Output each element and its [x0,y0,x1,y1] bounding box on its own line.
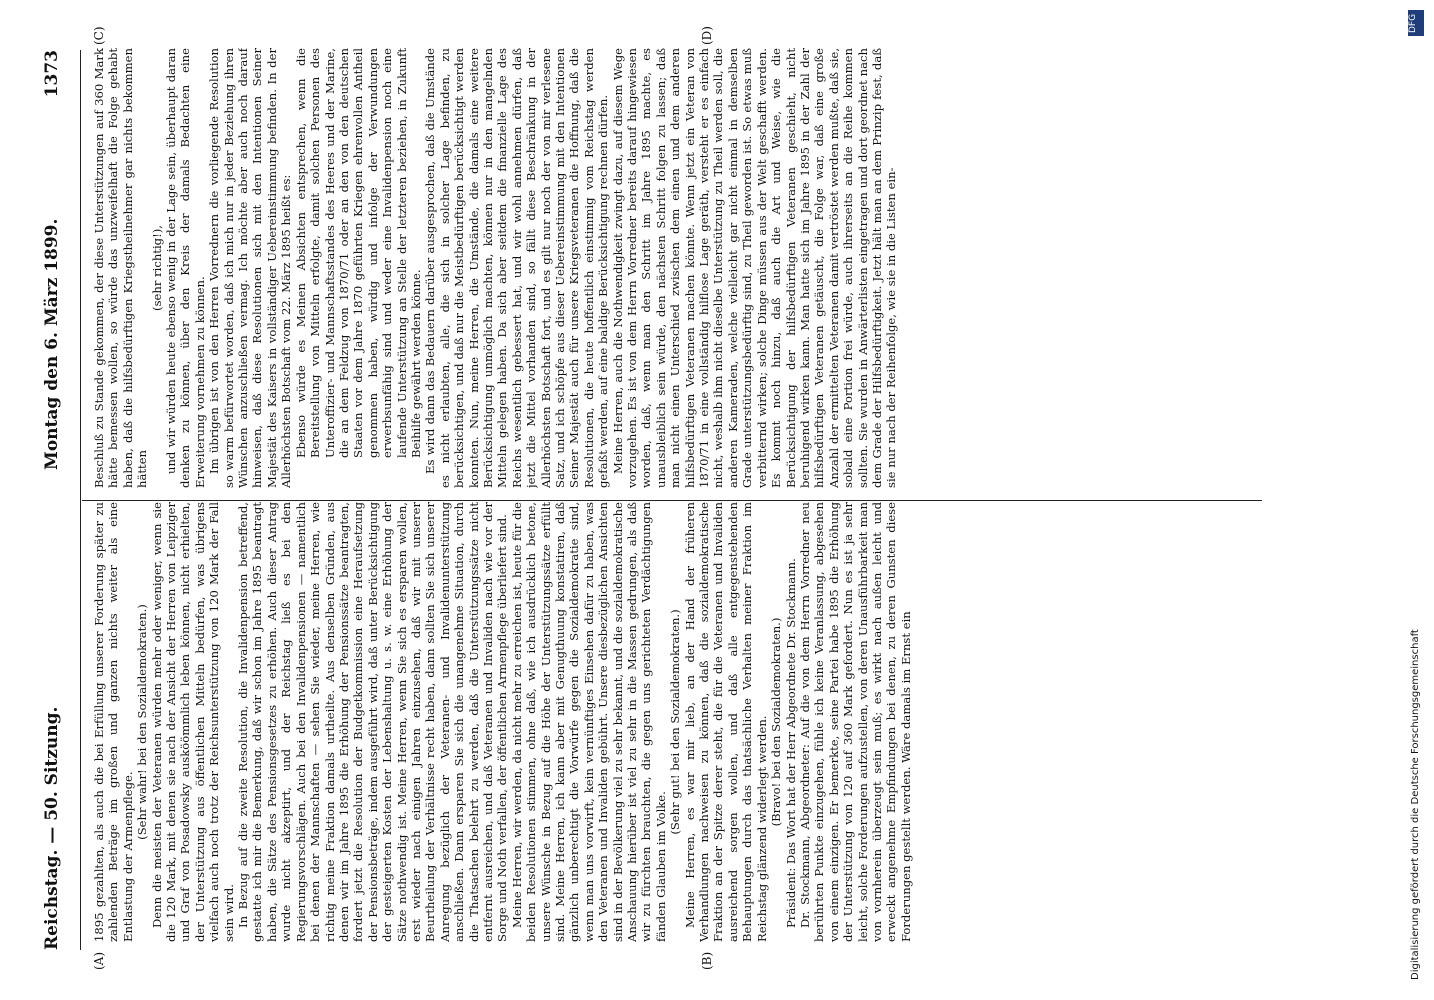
header-rule [80,50,81,950]
paragraph: Meine Herren, wir werden, da nicht mehr zu erreichen ist, heute für die beiden Resolutionen stimmen, ohne daß, wie ich ausdrücklich betone, unsere Wünsche in Bezug auf die Höhe der Unterstützungssätze erfüllt sind. Meine Herren, ich kann aber mit Genugthuung konstatiren, daß gänzlich unberechtigt die Vorwürfe gegen die Sozialdemokratie sind, wenn man uns vorwirft, kein vernünftiges Einsehen dafür zu haben, was den Veteranen und Invaliden gebührt. Unsere diesbezüglichen Ansichten sind in der Bevölkerung viel zu sehr bekannt, und die sozialdemokratische Anschauung hierüber ist viel zu sehr in die Massen gedrungen, als daß wir zu fürchten brauchten, die gegen uns gerichteten Verdächtigungen fänden Glauben im Volke. [509,502,668,942]
dfg-logo: DFG [1408,10,1424,36]
paragraph: Meine Herren, es war mir lieb, an der Hand der früheren Verhandlungen nachweisen zu können, daß die sozialdemokratische Fraktion an der Spitze derer steht, die für die Veteranen und Invaliden ausreichend sorgen wollen, und daß alle entgegenstehenden Behauptungen durch das thatsächliche Verhalten meiner Fraktion im Reichstag glänzend widerlegt werden. [682,502,769,942]
right-column [92,48,1252,488]
paragraph: Beschluß zu Stande gekommen, der diese Unterstützungen auf 360 Mark hätte bemessen wollen, so würde das unzweifelhaft die Folge gehabt haben, daß die hilfsbedürftigen Kriegstheilnehmer gar nichts bekommen hätten [92,48,150,488]
margin-marker-a: (A) [92,951,106,970]
header-date: Montag den 6. März 1899. [42,218,62,470]
paragraph: Meine Herren, auch die Nothwendigkeit zwingt dazu, auf diesem Wege vorzugehen. Es ist von dem Herrn Vorredner bereits darauf hingewiesen worden, daß, wenn man den Schritt im Jahre 1895 machte, es unausbleiblich sein würde, den nächsten Schritt folgen zu lassen; daß man nicht einen Unterschied zwischen dem einen und dem anderen hilfsbedürftigen Veteranen machen könnte. Wenn jetzt ein Veteran von 1870/71 in eine vollständig hilflose Lage geräth, versteht er es einfach nicht, weshalb ihm nicht dieselbe Unterstützung zu Theil werden soll, die anderen Kameraden, welche vielleicht gar nicht einmal in demselben Grade unterstützungsbedürftig sind, zu Theil geworden ist. So etwas muß verbitternd wirken; solche Dinge müssen aus der Welt geschafft werden. Es kommt noch hinzu, daß auch die Art und Weise, wie die Berücksichtigung der hilfsbedürftigen Veteranen geschieht, nicht beruhigend wirken kann. Man hatte sich im Jahre 1895 in der Zahl der hilfsbedürftigen Veteranen getäuscht, die Folge war, daß eine große Anzahl der ermittelten Veteranen damit vertröstet werden mußte, daß sie, sobald eine Portion frei würde, auch ihrerseits an die Reihe kommen sollten. Sie wurden in Anwärterlisten eingetragen und dort geordnet nach dem Grade der Hilfsbedürftigkeit. Jetzt hält man an dem Prinzip fest, daß sie nur nach der Reihenfolge, wie sie in die Listen ein- [610,48,899,488]
digitization-credit [1410,20,1428,980]
paragraph: Im übrigen ist von den Herren Vorrednern die vorliegende Resolution so warm befürwortet worden, daß ich mich nur in jeder Beziehung ihren Wünschen anzuschließen vermag. Ich möchte aber auch noch darauf hinweisen, daß diese Resolutionen sich mit den Intentionen Seiner Majestät des Kaisers in vollständiger Uebereinstimmung befinden. In der Allerhöchsten Botschaft vom 22. März 1895 heißt es: [207,48,294,488]
credit-text: Digitalisierung gefördert durch die Deutsche Forschungsgemeinschaft [1410,629,1421,980]
quotation: Ebenso würde es Meinen Absichten entsprechen, wenn die Bereitstellung von Mitteln erfolgte, damit solchen Personen des Unteroffizier- und Mannschaftsstandes des Heeres und der Marine, die an dem Feldzug von 1870/71 oder an den von den deutschen Staaten vor dem Jahre 1870 geführten Kriegen ehrenvollen Antheil genommen haben, würdig und infolge der Verwundungen erwerbsunfähig sind und weder eine Invalidenpension noch eine laufende Unterstützung an Stelle der letzteren beziehen, in Zukunft Beihilfe gewährt werden könne. [293,48,423,458]
paragraph: Dr. Stockmann, Abgeordneter: Auf die von dem Herrn Vorredner neu berührten Punkte einzugehen, fühle ich keine Veranlassung, abgesehen von einem einzigen. Er bemerkte, seine Partei habe 1895 die Erhöhung der Unterstützung von 120 auf 360 Mark gefordert. Nun es ist ja sehr leicht, solche Forderungen aufzustellen, von deren Unausführbarkeit man von vornherein überzeugt sein muß; es wirkt nach außen leicht und erweckt angenehme Empfindungen bei denen, zu deren Gunsten diese Forderungen gestellt werden. Wäre damals im Ernst ein [797,502,913,942]
interjection: (Sehr gut! bei den Sozialdemokraten.) [668,609,683,835]
interjection: (Sehr wahr! bei den Sozialdemokraten.) [135,604,150,840]
paragraph: und wir würden heute ebenso wenig in der Lage sein, überhaupt daran denken zu können, über den Kreis der damals Bedachten eine Erweiterung vornehmen zu können. [164,48,207,488]
margin-marker-d: (D) [700,26,714,45]
header-session: Reichstag. — 50. Sitzung. [42,706,62,950]
interjection: (Bravo! bei den Sozialdemokraten.) [769,617,784,827]
paragraph: In Bezug auf die zweite Resolution, die Invalidenpension betreffend, gestatte ich mir die Bemerkung, daß wir schon im Jahre 1895 beantragt haben, die Sätze des Pensionsgesetzes zu erhöhen. Auch dieser Antrag wurde nicht akzeptirt, und der Reichstag ließ es bei den Regierungsvorschlägen. Auch bei den Invalidenpensionen — namentlich bei denen der Mannschaften — sehen Sie wieder, meine Herren, wie richtig meine Fraktion damals urtheilte. Aus denselben Gründen, aus denen wir im Jahre 1895 die Erhöhung der Pensionssätze beantragten, fordert jetzt die Resolution der Budgetkommission eine Heraufsetzung der Pensionsbeträge, indem ausgeführt wird, daß unter Berücksichtigung der gesteigerten Kosten der Lebenshaltung u. s. w. eine Erhöhung der Sätze nothwendig ist. Meine Herren, wenn Sie sich es ersparen wollen, erst wieder nach einigen Jahren einzusehen, daß wir mit unserer Beurtheilung der Verhältnisse recht haben, dann sollten Sie sich unserer Anregung bezüglich der Veteranen- und Invalidenunterstützung anschließen. Dann ersparen Sie sich die unangenehme Situation, durch die Thatsachen belehrt zu werden, daß die Unterstützungssätze nicht entfernt ausreichen, und daß Veteranen und Invaliden nach wie vor der Sorge und Noth verfallen, der öffentlichen Armenpflege überliefert sind. [236,502,510,942]
page-header [42,50,72,950]
margin-marker-b: (B) [700,951,714,970]
paragraph: Es wird dann das Bedauern darüber ausgesprochen, daß die Umstände es nicht erlaubten, alle, die sich in solcher Lage befinden, zu berücksichtigen, und daß nur die Meistbedürftigen berücksichtigt werden konnten. Nun, meine Herren, die Umstände, die damals eine weitere Berücksichtigung unmöglich machten, können nur in den mangelnden Mitteln gelegen haben. Da sich aber seitdem die finanzielle Lage des Reichs wesentlich gebessert hat, und wir wohl annehmen dürfen, daß jetzt die Mittel vorhanden sind, so fällt diese Beschränkung in der Allerhöchsten Botschaft fort, und es gilt nur noch der von mir verlesene Satz, und ich schöpfe aus dieser Uebereinstimmung mit den Intentionen Seiner Majestät auch für unsere Kriegsveteranen die Hoffnung, daß die Resolutionen, die heute hoffentlich einstimmig vom Reichstag werden gefaßt werden, auf eine baldige Berücksichtigung rechnen dürfen. [423,48,611,488]
margin-marker-c: (C) [92,26,106,45]
header-page-number: 1373 [42,50,62,98]
interjection: (sehr richtig!), [149,225,164,311]
speaker-announcement: Präsident: Das Wort hat der Herr Abgeordnete Dr. Stockmann. [783,558,798,928]
left-column [92,502,1252,942]
column-divider [82,500,1262,501]
paragraph: 1895 gezahlten, als auch die bei Erfüllung unserer Forderung später zu zahlenden Beträge im großen und ganzen nichts weiter als eine Entlastung der Armenpflege. [92,502,135,942]
paragraph: Denn die meisten der Veteranen würden mehr oder weniger, wenn sie die 120 Mark, mit denen sie nach der Ansicht der Herren von Leipziger und Graf von Posadowsky ausköömmlich leben können, nicht erhielten, der Unterstützung aus öffentlichen Mitteln bedürfen, was übrigens vielfach auch noch trotz der Reichsunterstützung von 120 Mark der Fall sein wird. [149,502,236,942]
